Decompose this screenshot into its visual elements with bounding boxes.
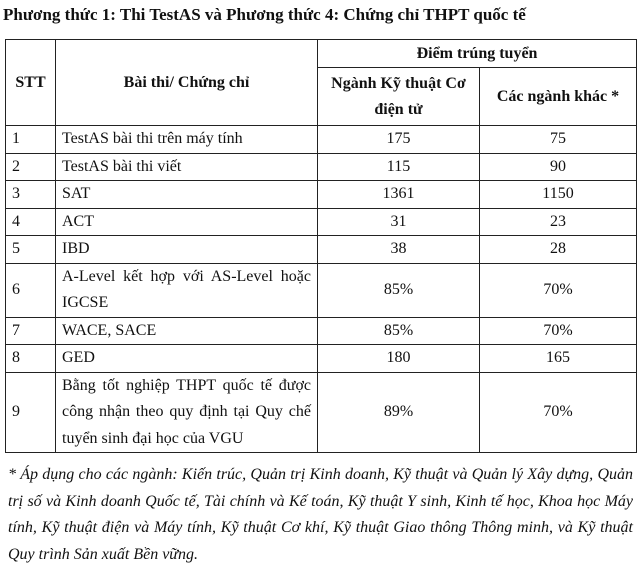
row-exam: Bằng tốt nghiệp THPT quốc tế được công nhận theo quy định tại Quy chế tuyển sinh đại học của VGU (56, 372, 318, 453)
table-row (6, 181, 637, 209)
table-row (6, 208, 637, 236)
row-mechatronics-score: 85% (318, 263, 480, 317)
row-other-score: 23 (480, 208, 637, 236)
row-exam: ACT (56, 208, 318, 236)
row-mechatronics-score: 1361 (318, 181, 480, 209)
row-mechatronics-score: 31 (318, 208, 480, 236)
row-stt: 7 (6, 317, 56, 345)
row-exam: SAT (56, 181, 318, 209)
row-stt: 1 (6, 126, 56, 154)
row-stt: 5 (6, 236, 56, 264)
row-mechatronics-score: 115 (318, 153, 480, 181)
row-other-score: 75 (480, 126, 637, 154)
row-mechatronics-score: 180 (318, 345, 480, 373)
row-exam: IBD (56, 236, 318, 264)
table-row (6, 317, 637, 345)
row-other-score: 165 (480, 345, 637, 373)
row-stt: 8 (6, 345, 56, 373)
row-stt: 4 (6, 208, 56, 236)
header-stt: STT (6, 40, 56, 126)
row-stt: 6 (6, 263, 56, 317)
table-row (6, 126, 637, 154)
footnote: * Áp dụng cho các ngành: Kiến trúc, Quản trị Kinh doanh, Kỹ thuật và Quản lý Xây dựng, Quản trị số và Kinh doanh Quốc tế, Tài chính và Kế toán, Kỹ thuật Y sinh, Kinh tế học, Khoa học Máy tính, Kỹ thuật điện và Máy tính, Kỹ thuật Cơ khí, Kỹ thuật Giao thông Thông minh, và Kỹ thuật Quy trình Sản xuất Bền vững. (8, 466, 633, 563)
row-other-score: 90 (480, 153, 637, 181)
row-stt: 3 (6, 181, 56, 209)
row-exam: A-Level kết hợp với AS-Level hoặc IGCSE (56, 263, 318, 317)
header-exam: Bài thi/ Chứng chỉ (56, 40, 318, 126)
section-heading: Phương thức 1: Thi TestAS và Phương thức 4: Chứng chỉ THPT quốc tế (3, 5, 526, 24)
row-other-score: 28 (480, 236, 637, 264)
table-row (6, 236, 637, 264)
row-exam: TestAS bài thi trên máy tính (56, 126, 318, 154)
header-score-group: Điểm trúng tuyển (318, 40, 637, 68)
table-row (6, 153, 637, 181)
row-mechatronics-score: 89% (318, 372, 480, 453)
admission-score-table (5, 39, 637, 453)
row-other-score: 70% (480, 372, 637, 453)
table-row (6, 372, 637, 453)
row-stt: 9 (6, 372, 56, 453)
row-mechatronics-score: 85% (318, 317, 480, 345)
row-exam: GED (56, 345, 318, 373)
row-other-score: 1150 (480, 181, 637, 209)
row-exam: TestAS bài thi viết (56, 153, 318, 181)
row-mechatronics-score: 38 (318, 236, 480, 264)
header-other-majors: Các ngành khác * (480, 68, 637, 126)
table-body (6, 126, 637, 453)
row-mechatronics-score: 175 (318, 126, 480, 154)
header-mechatronics: Ngành Kỹ thuật Cơ điện tử (318, 68, 480, 126)
row-stt: 2 (6, 153, 56, 181)
row-exam: WACE, SACE (56, 317, 318, 345)
table-row (6, 345, 637, 373)
table-row (6, 263, 637, 317)
row-other-score: 70% (480, 317, 637, 345)
row-other-score: 70% (480, 263, 637, 317)
